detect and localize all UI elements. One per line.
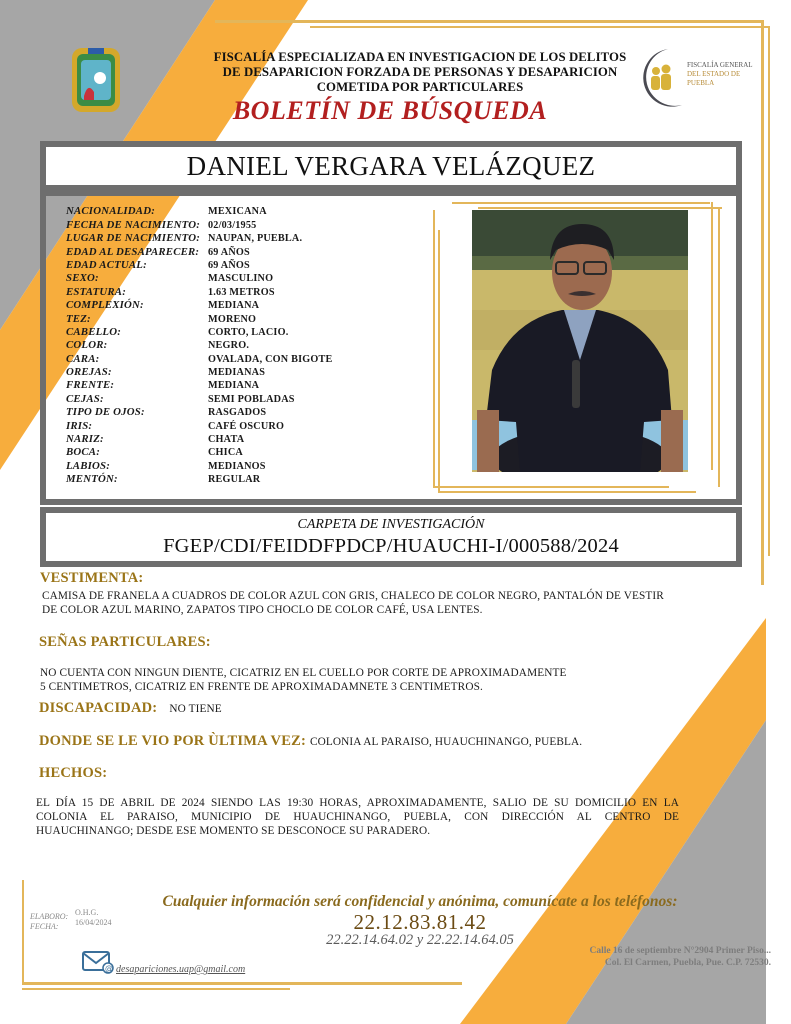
- detail-value: CAFÉ OSCURO: [208, 420, 285, 432]
- case-file-box: [40, 507, 742, 567]
- gold-border-line: [22, 988, 290, 990]
- agency-line-2: DE DESAPARICION FORZADA DE PERSONAS Y DESAPARICION: [222, 65, 618, 79]
- detail-row: [66, 244, 332, 257]
- facts-heading: HECHOS:: [39, 765, 108, 781]
- detail-value: CHICA: [208, 447, 243, 459]
- detail-value: MEDIANA: [208, 380, 260, 392]
- detail-row: [66, 365, 332, 378]
- detail-row: [66, 378, 332, 391]
- details-list: [66, 204, 332, 485]
- detail-label: FECHA DE NACIMIENTO:: [66, 218, 200, 231]
- envelope-at-icon: [82, 950, 114, 979]
- detail-label: BOCA:: [66, 446, 100, 459]
- address-line-2: Col. El Carmen, Puebla, Pue. C.P. 72530.: [604, 957, 771, 968]
- elaboro-label: ELABORO:: [30, 912, 69, 921]
- detail-label: TEZ:: [66, 312, 91, 325]
- phone-main[interactable]: 22.12.83.81.42: [353, 910, 487, 934]
- detail-value: MASCULINO: [208, 273, 274, 285]
- photo-frame-line: [718, 207, 720, 487]
- detail-label: ESTATURA:: [66, 285, 127, 298]
- logo-line-1: FISCALÍA GENERAL: [687, 61, 753, 69]
- person-photo: [472, 210, 688, 472]
- photo-frame-line: [433, 210, 435, 486]
- facts-line-3: HUAUCHINANGO; DESDE ESE MOMENTO SE DESCONOCE SU PARADERO.: [36, 825, 431, 837]
- document-meta-labels: [30, 912, 68, 932]
- detail-row: [66, 325, 332, 338]
- person-name: DANIEL VERGARA VELÁZQUEZ: [186, 150, 596, 181]
- gold-border-line: [22, 982, 462, 985]
- svg-text:@: @: [105, 964, 113, 973]
- detail-row: [66, 204, 332, 217]
- logo-line-2: DEL ESTADO DE: [687, 70, 741, 78]
- gold-border-line: [310, 26, 770, 28]
- detail-label: EDAD AL DESAPARECER:: [66, 245, 200, 258]
- facts-description: [36, 796, 679, 838]
- detail-label: NACIONALIDAD:: [66, 205, 155, 218]
- office-address: [545, 946, 771, 969]
- person-name-box: [40, 141, 742, 191]
- detail-label: MENTÓN:: [66, 473, 118, 486]
- email-contact[interactable]: [82, 950, 245, 979]
- agency-name: [160, 50, 680, 95]
- detail-row: [66, 445, 332, 458]
- detail-row: [66, 311, 332, 324]
- detail-label: OREJAS:: [66, 366, 112, 379]
- detail-row: [66, 271, 332, 284]
- photo-frame-line: [711, 202, 713, 470]
- email-link[interactable]: desapariciones.uap@gmail.com: [116, 964, 246, 975]
- detail-label: COMPLEXIÓN:: [66, 299, 144, 312]
- bulletin-title: BOLETÍN DE BÚSQUEDA: [232, 96, 548, 125]
- detail-value: NAUPAN, PUEBLA.: [208, 233, 303, 245]
- detail-label: CEJAS:: [66, 392, 104, 405]
- detail-value: NEGRO.: [208, 340, 250, 352]
- last-seen-row: [39, 733, 582, 750]
- detail-value: MEDIANAS: [208, 367, 266, 379]
- detail-row: [66, 391, 332, 404]
- gold-border-line: [215, 20, 763, 23]
- photo-frame-line: [433, 486, 669, 488]
- detail-value: OVALADA, CON BIGOTE: [208, 353, 333, 365]
- marks-line-2: 5 CENTIMETROS, CICATRIZ EN FRENTE DE APROXIMADAMNETE 3 CENTIMETROS.: [40, 681, 483, 693]
- detail-label: SEXO:: [66, 272, 99, 285]
- fecha-label: FECHA:: [30, 922, 59, 931]
- clothing-line-2: DE COLOR AZUL MARINO, ZAPATOS TIPO CHOCLO DE COLOR CAFÉ, USA LENTES.: [42, 604, 483, 616]
- detail-row: [66, 418, 332, 431]
- last-seen-value: COLONIA AL PARAISO, HUAUCHINANGO, PUEBLA.: [310, 736, 583, 748]
- detail-value: MORENO: [208, 313, 257, 325]
- case-file-number: FGEP/CDI/FEIDDFPDCP/HUAUCHI-I/000588/2024: [163, 535, 619, 557]
- detail-value: MEDIANOS: [208, 460, 266, 472]
- detail-row: [66, 298, 332, 311]
- contact-notice: Cualquier información será confidencial y anónima, comunícate a los teléfonos:: [162, 893, 678, 910]
- detail-row: [66, 338, 332, 351]
- detail-value: 69 AÑOS: [208, 246, 250, 258]
- fiscalia-general-logo: [638, 47, 758, 109]
- photo-frame-line: [478, 207, 722, 209]
- clothing-heading: VESTIMENTA:: [40, 570, 144, 586]
- detail-row: [66, 258, 332, 271]
- detail-row: [66, 351, 332, 364]
- detail-value: CORTO, LACIO.: [208, 326, 289, 338]
- case-file-label: CARPETA DE INVESTIGACIÓN: [297, 517, 485, 532]
- detail-row: [66, 405, 332, 418]
- detail-label: FRENTE:: [66, 379, 115, 392]
- disability-row: [39, 700, 222, 717]
- gold-border-line: [768, 26, 770, 556]
- detail-row: [66, 284, 332, 297]
- photo-frame-line: [452, 202, 710, 204]
- marks-description: [40, 666, 660, 694]
- detail-label: NARIZ:: [66, 433, 104, 446]
- detail-label: CARA:: [66, 352, 100, 365]
- marks-heading: SEÑAS PARTICULARES:: [39, 634, 211, 650]
- agency-line-3: COMETIDA POR PARTICULARES: [316, 80, 524, 94]
- photo-frame-line: [438, 491, 696, 493]
- agency-line-1: FISCALÍA ESPECIALIZADA EN INVESTIGACION DE LOS DELITOS: [213, 50, 627, 64]
- detail-label: LUGAR DE NACIMIENTO:: [66, 232, 200, 245]
- phone-alternates[interactable]: 22.22.14.64.02 y 22.22.14.64.05: [326, 932, 514, 948]
- detail-value: 69 AÑOS: [208, 259, 250, 271]
- detail-row: [66, 231, 332, 244]
- last-seen-heading: DONDE SE LE VIO POR ÙLTIMA VEZ:: [39, 733, 306, 749]
- detail-label: COLOR:: [66, 339, 108, 352]
- clothing-line-1: CAMISA DE FRANELA A CUADROS DE COLOR AZUL CON GRIS, CHALECO DE COLOR NEGRO, PANTALÓN DE VESTIR: [42, 590, 664, 602]
- detail-value: MEXICANA: [208, 206, 267, 218]
- detail-label: TIPO DE OJOS:: [66, 406, 145, 419]
- detail-label: IRIS:: [66, 419, 93, 432]
- detail-label: EDAD ACTUAL:: [66, 258, 147, 271]
- gold-border-line: [761, 20, 764, 585]
- detail-value: REGULAR: [208, 474, 261, 486]
- detail-label: LABIOS:: [66, 459, 110, 472]
- detail-value: 1.63 METROS: [208, 286, 275, 298]
- facts-line-2: COLONIA EL PARAISO, MUNICIPIO DE HUAUCHINANGO, PUEBLA, CON DIRECCIÓN AL CENTRO DE: [36, 811, 679, 823]
- gold-border-line: [22, 880, 24, 985]
- detail-value: SEMI POBLADAS: [208, 393, 295, 405]
- detail-row: [66, 432, 332, 445]
- address-line-1: Calle 16 de septiembre N°2904 Primer Piso...: [589, 946, 771, 956]
- disability-heading: DISCAPACIDAD:: [39, 700, 158, 716]
- detail-value: 02/03/1955: [208, 219, 257, 231]
- detail-value: CHATA: [208, 434, 245, 446]
- document-meta-values: [75, 908, 111, 928]
- detail-row: [66, 217, 332, 230]
- elaboro-value: O.H.G.: [75, 908, 99, 917]
- fecha-value: 16/04/2024: [75, 918, 112, 927]
- logo-line-3: PUEBLA: [687, 79, 715, 87]
- detail-value: MEDIANA: [208, 300, 260, 312]
- detail-label: CABELLO:: [66, 325, 121, 338]
- marks-line-1: NO CUENTA CON NINGUN DIENTE, CICATRIZ EN EL CUELLO POR CORTE DE APROXIMADAMENTE: [40, 667, 567, 679]
- photo-frame-line: [438, 230, 440, 492]
- detail-value: RASGADOS: [208, 407, 267, 419]
- facts-line-1: EL DÍA 15 DE ABRIL DE 2024 SIENDO LAS 19:30 HORAS, APROXIMADAMENTE, SALIO DE SU DOMICILIO EN LA: [36, 797, 679, 809]
- puebla-coat-of-arms-icon: [68, 44, 124, 116]
- disability-value: NO TIENE: [169, 703, 222, 715]
- detail-row: [66, 458, 332, 471]
- clothing-description: [42, 589, 742, 617]
- detail-row: [66, 472, 332, 485]
